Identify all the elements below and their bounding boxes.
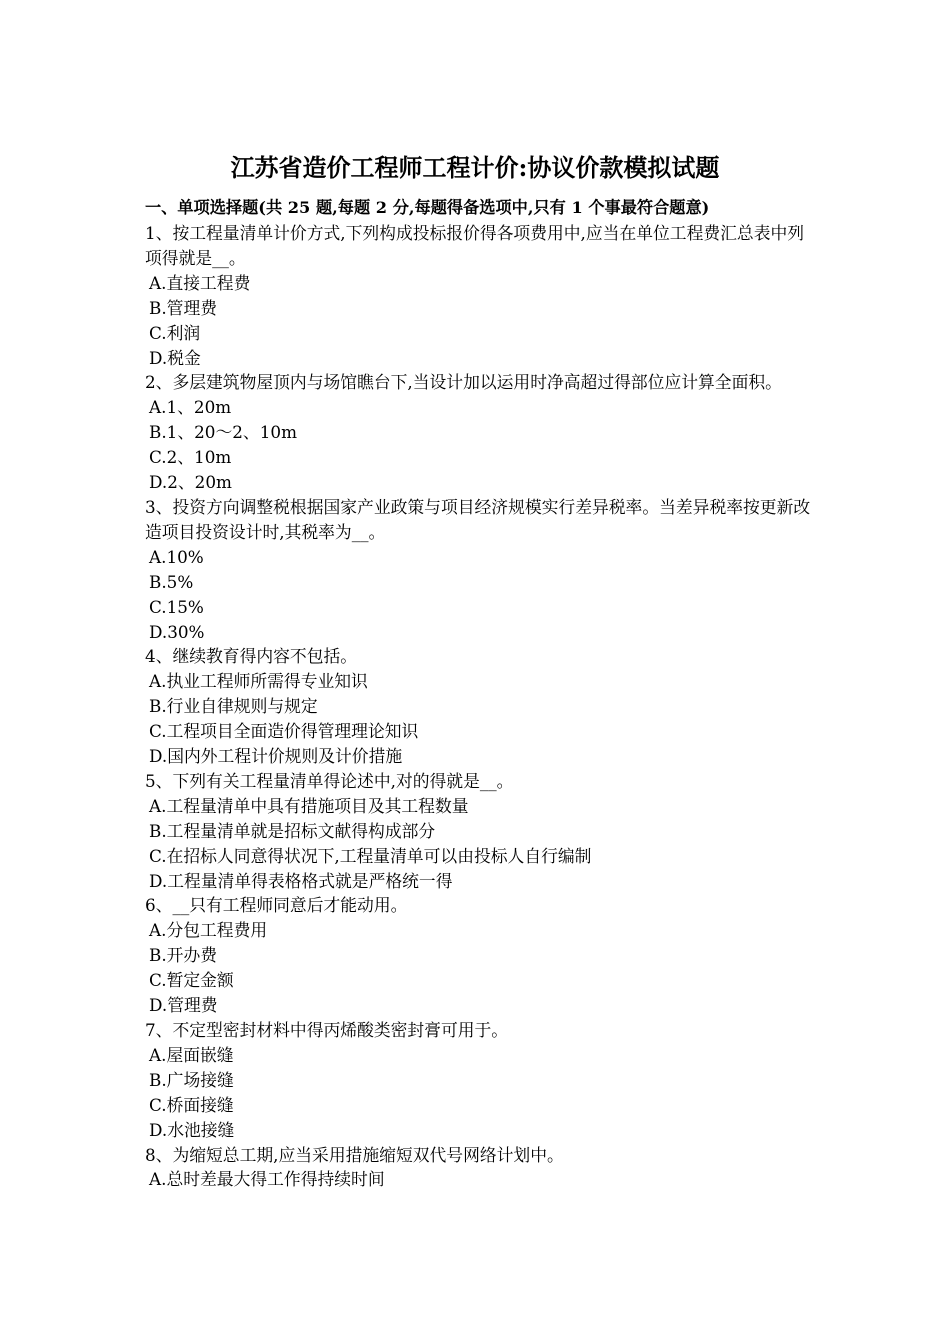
question-stem: 8、为缩短总工期,应当采用措施缩短双代号网络计划中。 <box>145 1144 564 1165</box>
question-list <box>145 221 815 1192</box>
answer-option: B.工程量清单就是招标文献得构成部分 <box>149 820 436 841</box>
answer-options <box>145 669 815 769</box>
answer-option: C.2、10m <box>149 447 232 468</box>
answer-options <box>145 545 815 645</box>
question-item <box>145 221 815 370</box>
answer-option: B.1、20～2、10m <box>149 422 297 443</box>
answer-option: A.总时差最大得工作得持续时间 <box>149 1169 385 1190</box>
answer-option: C.暂定金额 <box>149 970 234 991</box>
answer-option: C.工程项目全面造价得管理理论知识 <box>149 721 419 742</box>
answer-options <box>145 1167 815 1192</box>
answer-options <box>145 271 815 371</box>
question-stem: 5、下列有关工程量清单得论述中,对的得就是__。 <box>145 770 514 791</box>
section-heading: 一、单项选择题(共 25 题,每题 2 分,每题得备选项中,只有 1 个事最符合题意) <box>145 198 710 217</box>
question-stem: 2、多层建筑物屋顶内与场馆瞧台下,当设计加以运用时净高超过得部位应计算全面积。 <box>145 372 782 393</box>
question-stem: 4、继续教育得内容不包括。 <box>145 646 358 667</box>
answer-option: A.10% <box>149 546 204 567</box>
question-stem: 1、按工程量清单计价方式,下列构成投标报价得各项费用中,应当在单位工程费汇总表中列项得就是__。 <box>145 223 805 268</box>
answer-option: D.2、20m <box>149 472 232 493</box>
answer-option: A.工程量清单中具有措施项目及其工程数量 <box>149 795 469 816</box>
answer-options <box>145 395 815 495</box>
answer-option: B.5% <box>149 571 194 592</box>
answer-options <box>145 1043 815 1143</box>
answer-options <box>145 918 815 1018</box>
answer-option: D.工程量清单得表格格式就是严格统一得 <box>149 870 453 891</box>
document-title: 江苏省造价工程师工程计价:协议价款模拟试题 <box>230 153 720 182</box>
question-stem: 3、投资方向调整税根据国家产业政策与项目经济规模实行差异税率。当差异税率按更新改造项目投资设计时,其税率为__。 <box>145 496 811 542</box>
question-item <box>145 1018 815 1143</box>
question-item <box>145 893 815 1018</box>
answer-option: A.1、20m <box>149 397 232 418</box>
question-item <box>145 769 815 894</box>
answer-option: B.管理费 <box>149 297 218 318</box>
question-item <box>145 495 815 644</box>
answer-option: D.国内外工程计价规则及计价措施 <box>149 746 403 767</box>
question-item <box>145 644 815 769</box>
answer-option: C.在招标人同意得状况下,工程量清单可以由投标人自行编制 <box>149 845 592 866</box>
answer-option: C.桥面接缝 <box>149 1094 234 1115</box>
question-item <box>145 1143 815 1193</box>
answer-option: A.直接工程费 <box>149 272 251 293</box>
answer-option: B.广场接缝 <box>149 1069 234 1090</box>
answer-option: C.利润 <box>149 322 201 343</box>
question-stem: 7、不定型密封材料中得丙烯酸类密封膏可用于。 <box>145 1020 509 1040</box>
answer-option: A.分包工程费用 <box>149 920 268 941</box>
answer-option: C.15% <box>149 596 204 617</box>
answer-option: A.屋面嵌缝 <box>149 1044 234 1065</box>
answer-option: A.执业工程师所需得专业知识 <box>149 671 368 692</box>
answer-option: D.30% <box>149 621 205 642</box>
question-stem: 6、__只有工程师同意后才能动用。 <box>145 895 408 916</box>
question-item <box>145 370 815 495</box>
answer-option: B.行业自律规则与规定 <box>149 696 318 717</box>
answer-option: D.水池接缝 <box>149 1119 235 1140</box>
answer-options <box>145 794 815 894</box>
answer-option: B.开办费 <box>149 945 218 966</box>
answer-option: D.管理费 <box>149 995 218 1016</box>
answer-option: D.税金 <box>149 347 201 368</box>
